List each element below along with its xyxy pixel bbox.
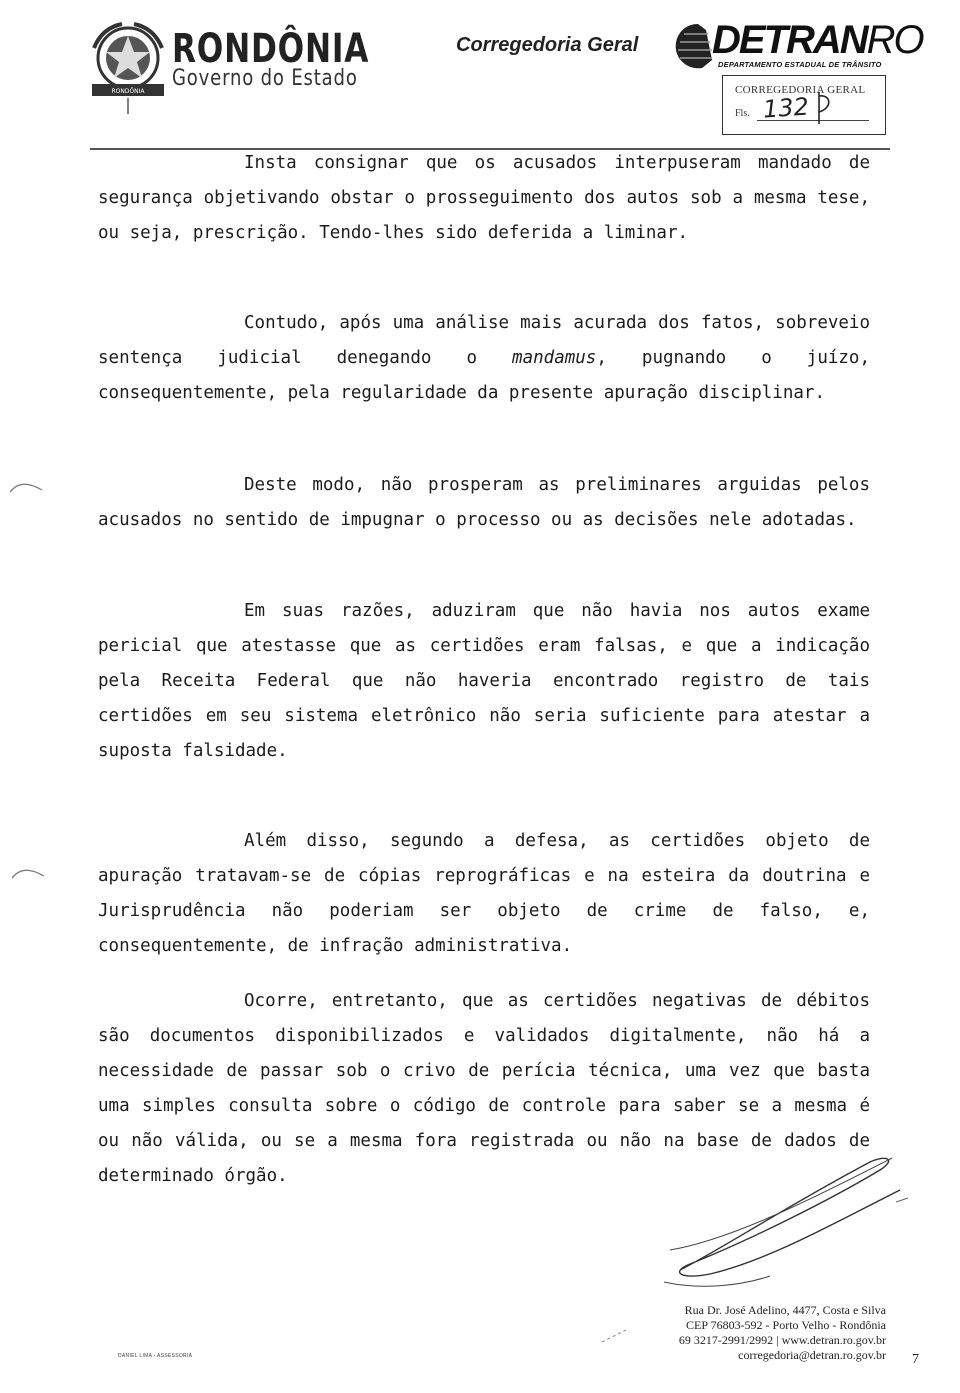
- paragraph-1: [98, 146, 870, 251]
- state-name: RONDÔNIA: [172, 26, 370, 72]
- paragraph-3: [98, 468, 870, 538]
- stamp-initial-mark: [811, 90, 835, 126]
- stamp-fls-label: Fls.: [735, 108, 750, 119]
- paragraph-2-text-after: , pugnando o juízo, consequentemente, pela regularidade da presente apuração disciplinar.: [98, 348, 870, 403]
- paragraph-5-text: Além disso, segundo a defesa, as certidões objeto de apuração tratavam-se de cópias reprográficas e na esteira da doutrina e Jurisprudência não poderiam ser objeto de crime de falso, e, consequentemente, de infração administrativa.: [98, 831, 870, 956]
- footer-phone-web: 69 3217-2991/2992 | www.detran.ro.gov.br: [678, 1333, 886, 1347]
- detran-subtitle: DEPARTAMENTO ESTADUAL DE TRÂNSITO: [718, 60, 882, 69]
- margin-tick-mark: [6, 480, 46, 496]
- pen-stroke-mark: [600, 1326, 630, 1346]
- paragraph-4: [98, 594, 870, 769]
- detran-logo-suffix: RO: [866, 18, 923, 62]
- footer-address-line-1: Rua Dr. José Adelino, 4477, Costa e Silva: [684, 1303, 886, 1317]
- paragraph-2: [98, 306, 870, 411]
- paragraph-4-text: Em suas razões, aduziram que não havia nos autos exame pericial que atestasse que as certidões eram falsas, e que a indicação pela Receita Federal que não haveria encontrado registro de tais certidões em seu sistema eletrônico não seria suficiente para atestar a suposta falsidade.: [98, 601, 870, 761]
- paragraph-3-text: Deste modo, não prosperam as preliminares arguidas pelos acusados no sentido de impugnar o processo ou as decisões nele adotadas.: [98, 475, 870, 530]
- detran-logo-main: DETRAN: [712, 18, 867, 62]
- stamp-title: CORREGEDORIA GERAL: [735, 84, 866, 96]
- handwritten-signature: [660, 1140, 920, 1290]
- crest-banner-text: RONDÔNIA: [111, 88, 145, 95]
- footer-address: [630, 1303, 886, 1363]
- paragraph-2-emphasis: mandamus: [512, 348, 597, 368]
- paragraph-5: [98, 824, 870, 964]
- page-number: 7: [912, 1352, 919, 1367]
- page-stamp: [722, 75, 886, 135]
- stamp-page-ref: 132: [762, 92, 810, 124]
- footer-initials: DANIEL LIMA - ASSESSORIA: [118, 1353, 193, 1359]
- paragraph-6-text: Ocorre, entretanto, que as certidões negativas de débitos são documentos disponibilizados e validados digitalmente, não há a necessidade de passar sob o crivo de perícia técnica, uma vez que basta uma simples consulta sobre o código de controle para saber se a mesma é ou não válida, ou se a mesma fora registrada ou não na base de dados de determinado órgão.: [98, 991, 870, 1186]
- margin-tick-mark: [8, 866, 48, 882]
- footer-address-line-2: CEP 76803-592 - Porto Velho - Rondônia: [686, 1318, 886, 1332]
- paragraph-2-text-before: Contudo, após uma análise mais acurada dos fatos, sobreveio sentença judicial denegando o: [98, 313, 870, 368]
- paragraph-1-text: Insta consignar que os acusados interpuseram mandado de segurança objetivando obstar o prosseguimento dos autos sob a mesma tese, ou seja, prescrição. Tendo-lhes sido deferida a liminar.: [98, 153, 870, 243]
- state-subtitle: Governo do Estado: [172, 66, 358, 91]
- detran-logo: [712, 18, 923, 63]
- department-title: Corregedoria Geral: [456, 34, 639, 56]
- footer-email: corregedoria@detran.ro.gov.br: [738, 1348, 886, 1362]
- state-crest-icon: [88, 18, 168, 114]
